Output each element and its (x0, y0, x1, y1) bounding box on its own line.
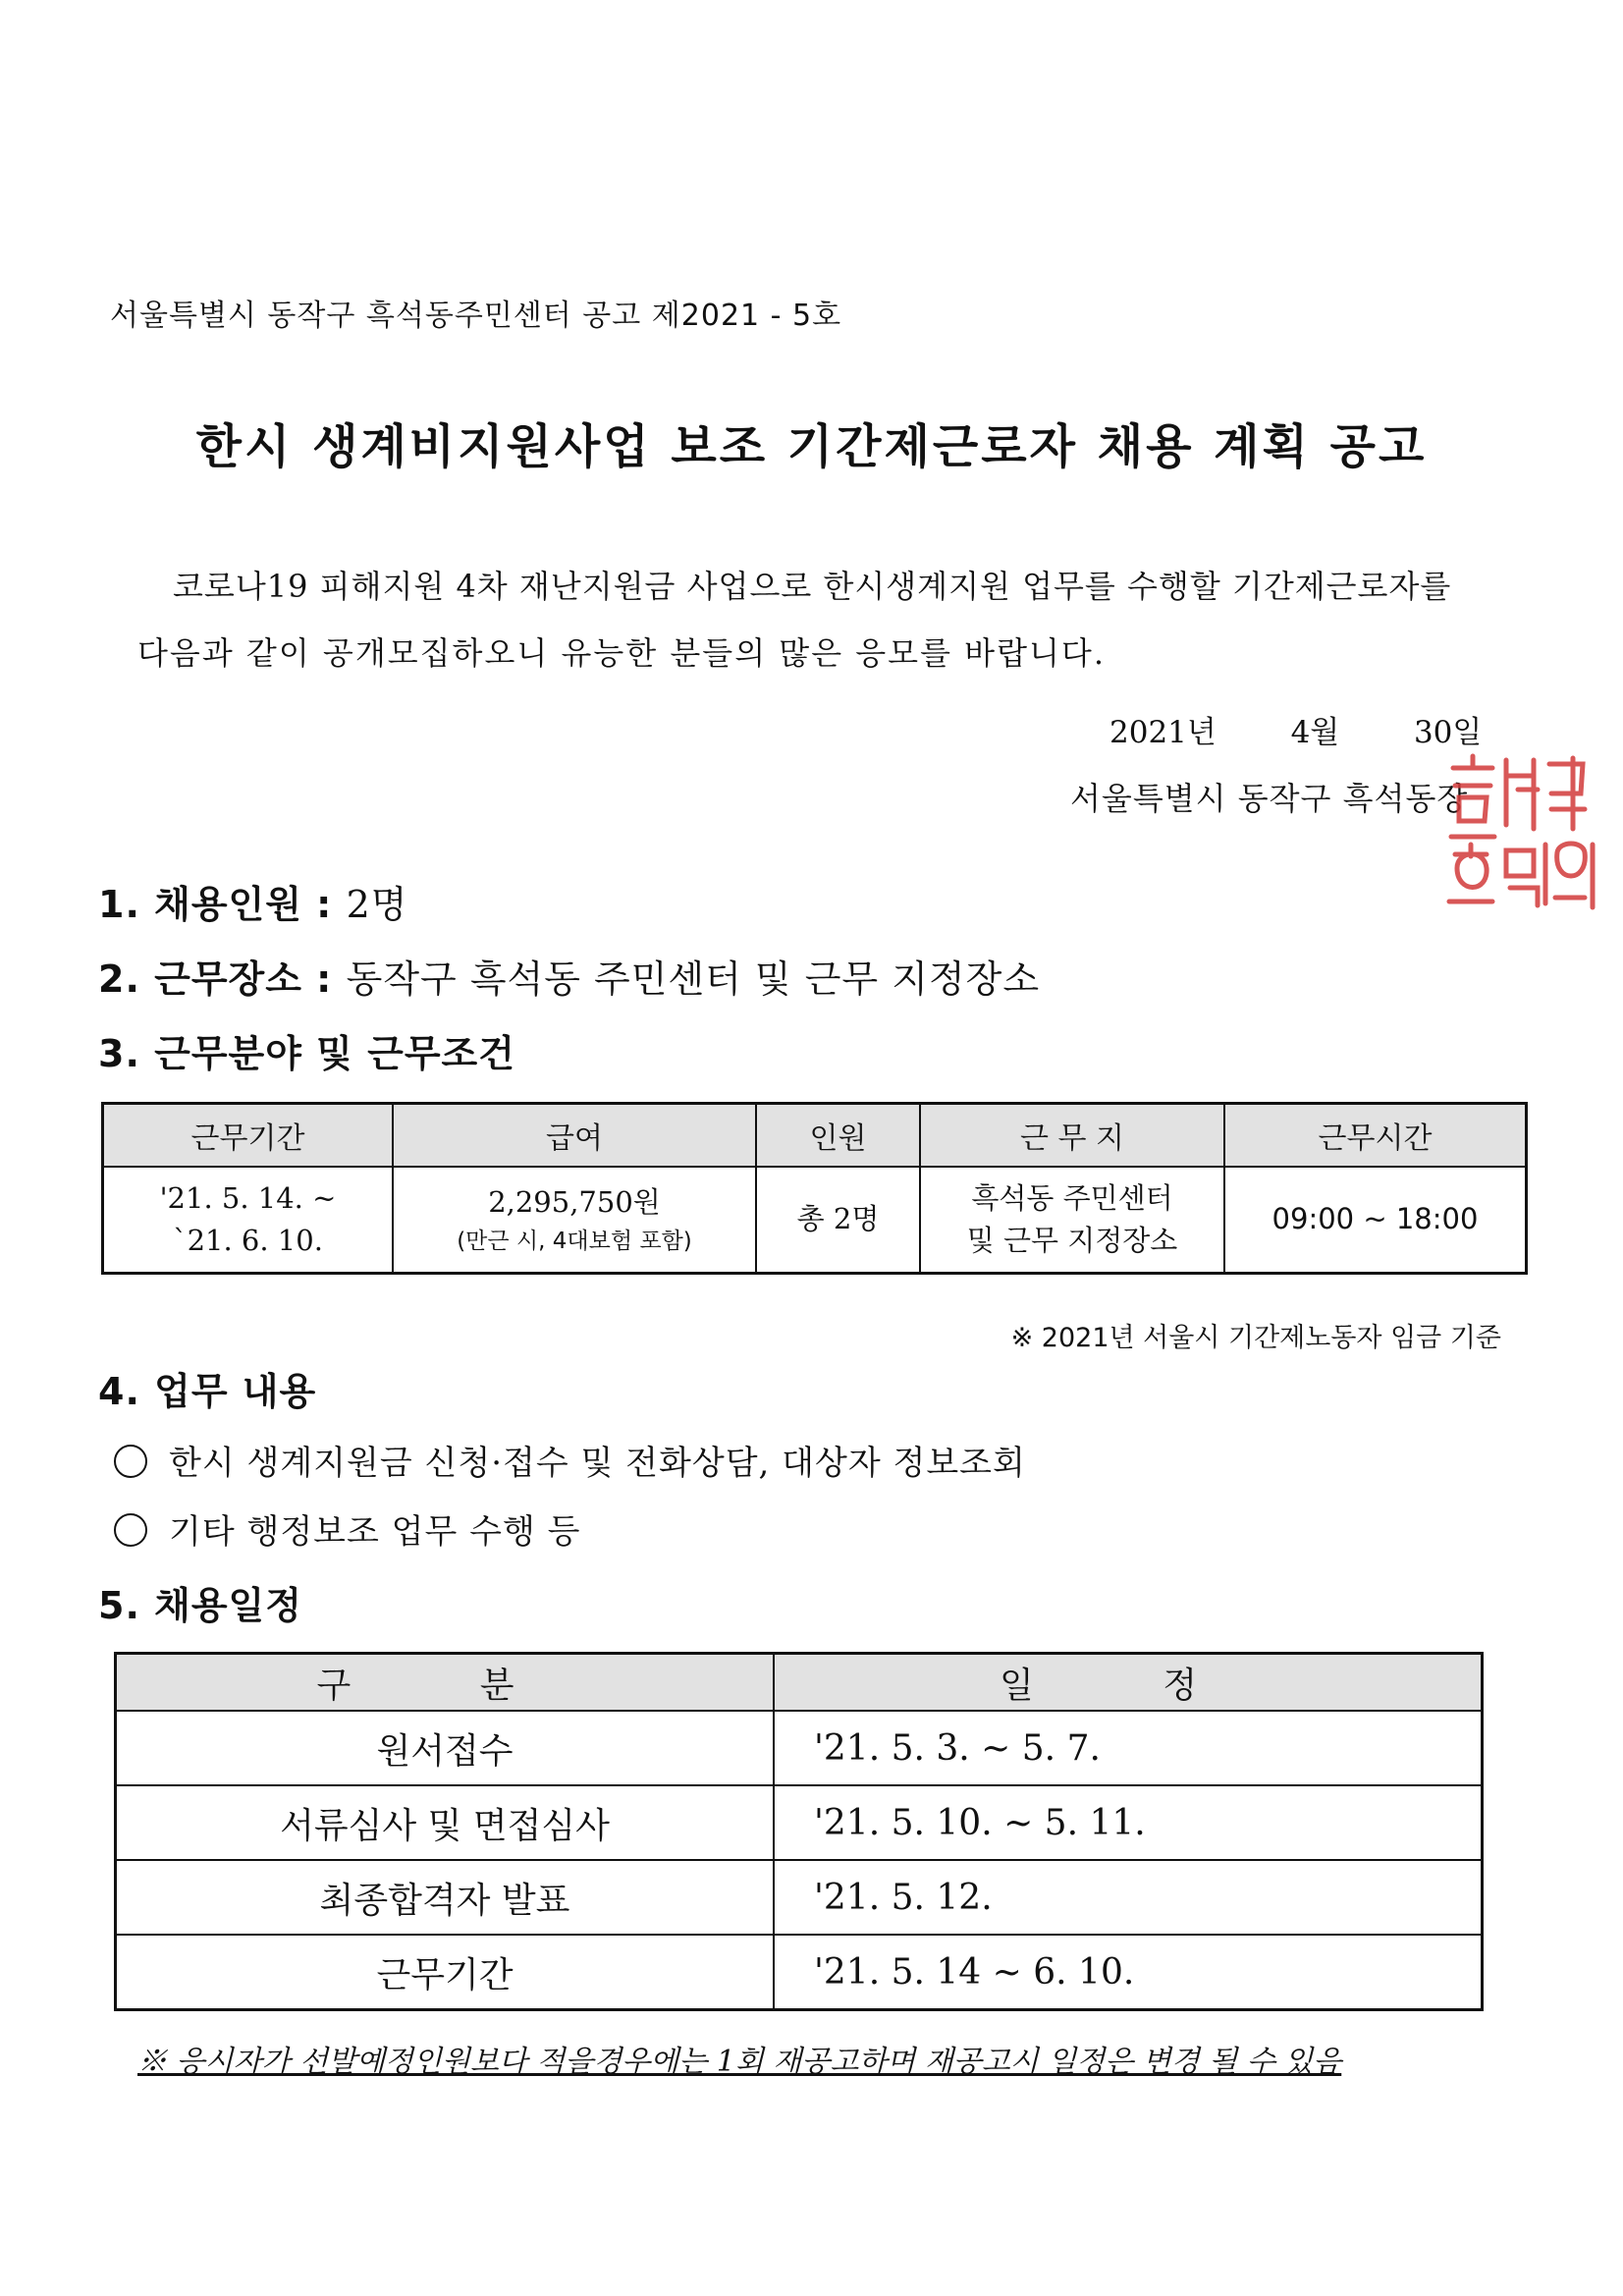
wage-basis-note: ※ 2021년 서울시 기간제노동자 임금 기준 (1010, 1323, 1501, 1353)
cell-hours: 09:00 ~ 18:00 (1224, 1167, 1527, 1274)
footer-note: ※ 응시자가 선발예정인원보다 적을경우에는 1회 재공고하며 재공고시 일정은 변경 될 수 있음 (137, 2045, 1342, 2079)
circle-bullet-icon (114, 1445, 147, 1478)
header-hours: 근무시간 (1224, 1104, 1527, 1168)
official-seal-icon (1435, 746, 1600, 913)
conditions-table (101, 1102, 1528, 1275)
schedule-label: 근무기간 (116, 1935, 775, 2010)
duty-item (114, 1504, 581, 1553)
schedule-table (114, 1652, 1484, 2011)
schedule-label: 최종합격자 발표 (116, 1860, 775, 1935)
schedule-label: 서류심사 및 면접심사 (116, 1785, 775, 1860)
schedule-date: '21. 5. 10. ~ 5. 11. (774, 1785, 1483, 1860)
schedule-date: '21. 5. 14 ~ 6. 10. (774, 1935, 1483, 2010)
conditions-header-row (103, 1104, 1527, 1168)
duty-text: 기타 행정보조 업무 수행 등 (169, 1512, 581, 1552)
header-workplace: 근 무 지 (920, 1104, 1224, 1168)
section-workplace (98, 949, 1040, 1003)
section-workplace-value: 동작구 흑석동 주민센터 및 근무 지정장소 (346, 957, 1041, 1001)
duty-item (114, 1436, 1026, 1484)
period-line-2: `21. 6. 10. (173, 1224, 323, 1257)
doc-number: 서울특별시 동작구 흑석동주민센터 공고 제2021 - 5호 (110, 299, 842, 333)
header-schedule: 일 정 (774, 1654, 1483, 1712)
schedule-date: '21. 5. 12. (774, 1860, 1483, 1935)
section-headcount-label: 1. 채용인원 : (98, 883, 333, 926)
header-pay: 급여 (393, 1104, 756, 1168)
intro-line-2: 다음과 같이 공개모집하오니 유능한 분들의 많은 응모를 바랍니다. (137, 634, 1107, 672)
schedule-date: '21. 5. 3. ~ 5. 7. (774, 1711, 1483, 1785)
section-duties-heading: 4. 업무 내용 (98, 1370, 317, 1413)
header-category: 구 분 (116, 1654, 775, 1712)
schedule-header-row (116, 1654, 1483, 1712)
section-workplace-label: 2. 근무장소 : (98, 957, 333, 1001)
section-headcount (98, 874, 408, 928)
cell-pay (393, 1167, 756, 1274)
header-period: 근무기간 (103, 1104, 394, 1168)
table-row (116, 1935, 1483, 2010)
section-headcount-value: 2명 (346, 883, 408, 926)
conditions-row (103, 1167, 1527, 1274)
cell-workplace (920, 1167, 1224, 1274)
pay-amount: 2,295,750원 (488, 1185, 661, 1219)
schedule-label: 원서접수 (116, 1711, 775, 1785)
place-line-2: 및 근무 지정장소 (966, 1224, 1178, 1257)
cell-period (103, 1167, 394, 1274)
page-title: 한시 생계비지원사업 보조 기간제근로자 채용 계획 공고 (195, 419, 1428, 474)
signer: 서울특별시 동작구 흑석동장 (1070, 780, 1469, 817)
cell-headcount: 총 2명 (756, 1167, 920, 1274)
section-schedule-heading: 5. 채용일정 (98, 1584, 302, 1627)
duty-text: 한시 생계지원금 신청·접수 및 전화상담, 대상자 정보조회 (169, 1444, 1026, 1483)
header-headcount: 인원 (756, 1104, 920, 1168)
period-line-1: '21. 5. 14. ~ (159, 1180, 337, 1215)
circle-bullet-icon (114, 1513, 147, 1547)
table-row (116, 1785, 1483, 1860)
issue-day: 30일 (1413, 715, 1483, 750)
table-row (116, 1711, 1483, 1785)
section-conditions-heading: 3. 근무분야 및 근무조건 (98, 1032, 515, 1075)
issue-date (1109, 707, 1482, 751)
table-row (116, 1860, 1483, 1935)
issue-year: 2021년 (1109, 715, 1217, 750)
pay-note: (만근 시, 4대보험 포함) (457, 1228, 692, 1254)
issue-month: 4월 (1290, 715, 1340, 750)
intro-line-1: 코로나19 피해지원 4차 재난지원금 사업으로 한시생계지원 업무를 수행할 기간제근로자를 (173, 568, 1452, 605)
place-line-1: 흑석동 주민센터 (971, 1180, 1173, 1215)
